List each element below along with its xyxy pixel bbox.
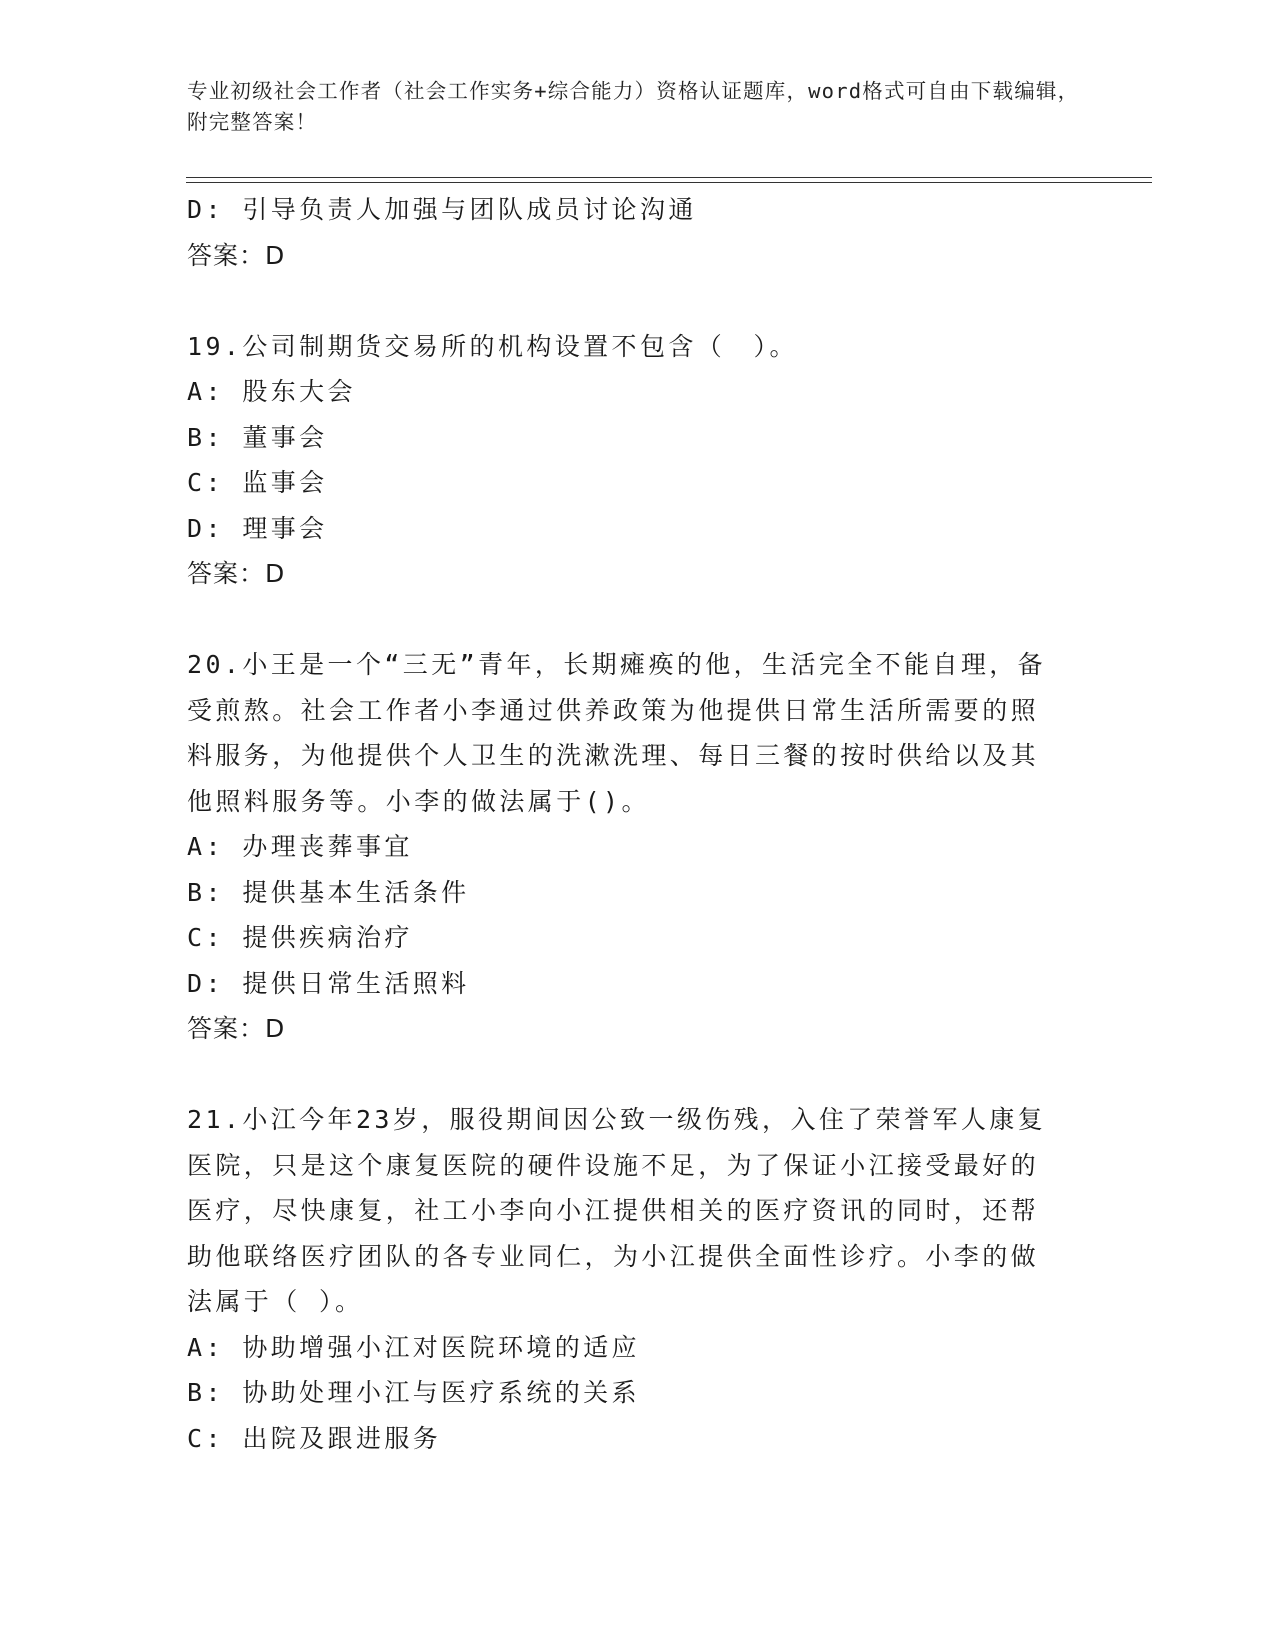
question-stem-line: 20.小王是一个“三无”青年，长期瘫痪的他，生活完全不能自理，备 [187,650,1047,679]
question-stem: 19.公司制期货交易所的机构设置不包含（ ）。 [187,331,798,361]
question-stem-line: 受煎熬。社会工作者小李通过供养政策为他提供日常生活所需要的照 [187,695,1040,725]
answer: 答案：D [187,1014,286,1043]
spacer [187,1052,1087,1098]
option-c: C: 出院及跟进服务 [187,1423,442,1453]
question-stem-line: 医院，只是这个康复医院的硬件设施不足，为了保证小江接受最好的 [187,1150,1040,1180]
spacer [187,278,1087,324]
question-stem-line: 医疗，尽快康复，社工小李向小江提供相关的医疗资讯的同时，还帮 [187,1196,1040,1225]
option-b: B: 董事会 [187,422,328,452]
question-stem-line: 法属于（ ）。 [187,1287,364,1316]
option-d: D: 理事会 [187,513,328,543]
answer: 答案：D [187,240,286,270]
option-a: A: 股东大会 [187,377,356,406]
question-stem-line: 21.小江今年23岁，服役期间因公致一级伤残，入住了荣誉军人康复 [187,1105,1047,1134]
option-d: D: 引导负责人加强与团队成员讨论沟通 [187,195,697,224]
question-stem-line: 料服务，为他提供个人卫生的洗漱洗理、每日三餐的按时供给以及其 [187,741,1040,770]
option-c: C: 提供疾病治疗 [187,923,413,952]
header-rule-thick [186,177,1152,178]
answer: 答案：D [187,559,286,588]
header-rule-thin [186,182,1152,183]
question-content [187,187,1087,1461]
option-b: B: 提供基本生活条件 [187,877,470,907]
page-header: 专业初级社会工作者（社会工作实务+综合能力）资格认证题库，word格式可自由下载编辑，附完整答案！ [187,79,1080,134]
option-a: A: 协助增强小江对医院环境的适应 [187,1332,640,1362]
option-d: D: 提供日常生活照料 [187,968,470,998]
option-c: C: 监事会 [187,468,328,497]
option-b: B: 协助处理小江与医疗系统的关系 [187,1378,640,1407]
question-stem-line: 助他联络医疗团队的各专业同仁，为小江提供全面性诊疗。小李的做 [187,1241,1040,1271]
option-a: A: 办理丧葬事宜 [187,832,413,861]
question-stem-line: 他照料服务等。小李的做法属于()。 [187,786,650,816]
spacer [187,597,1087,643]
